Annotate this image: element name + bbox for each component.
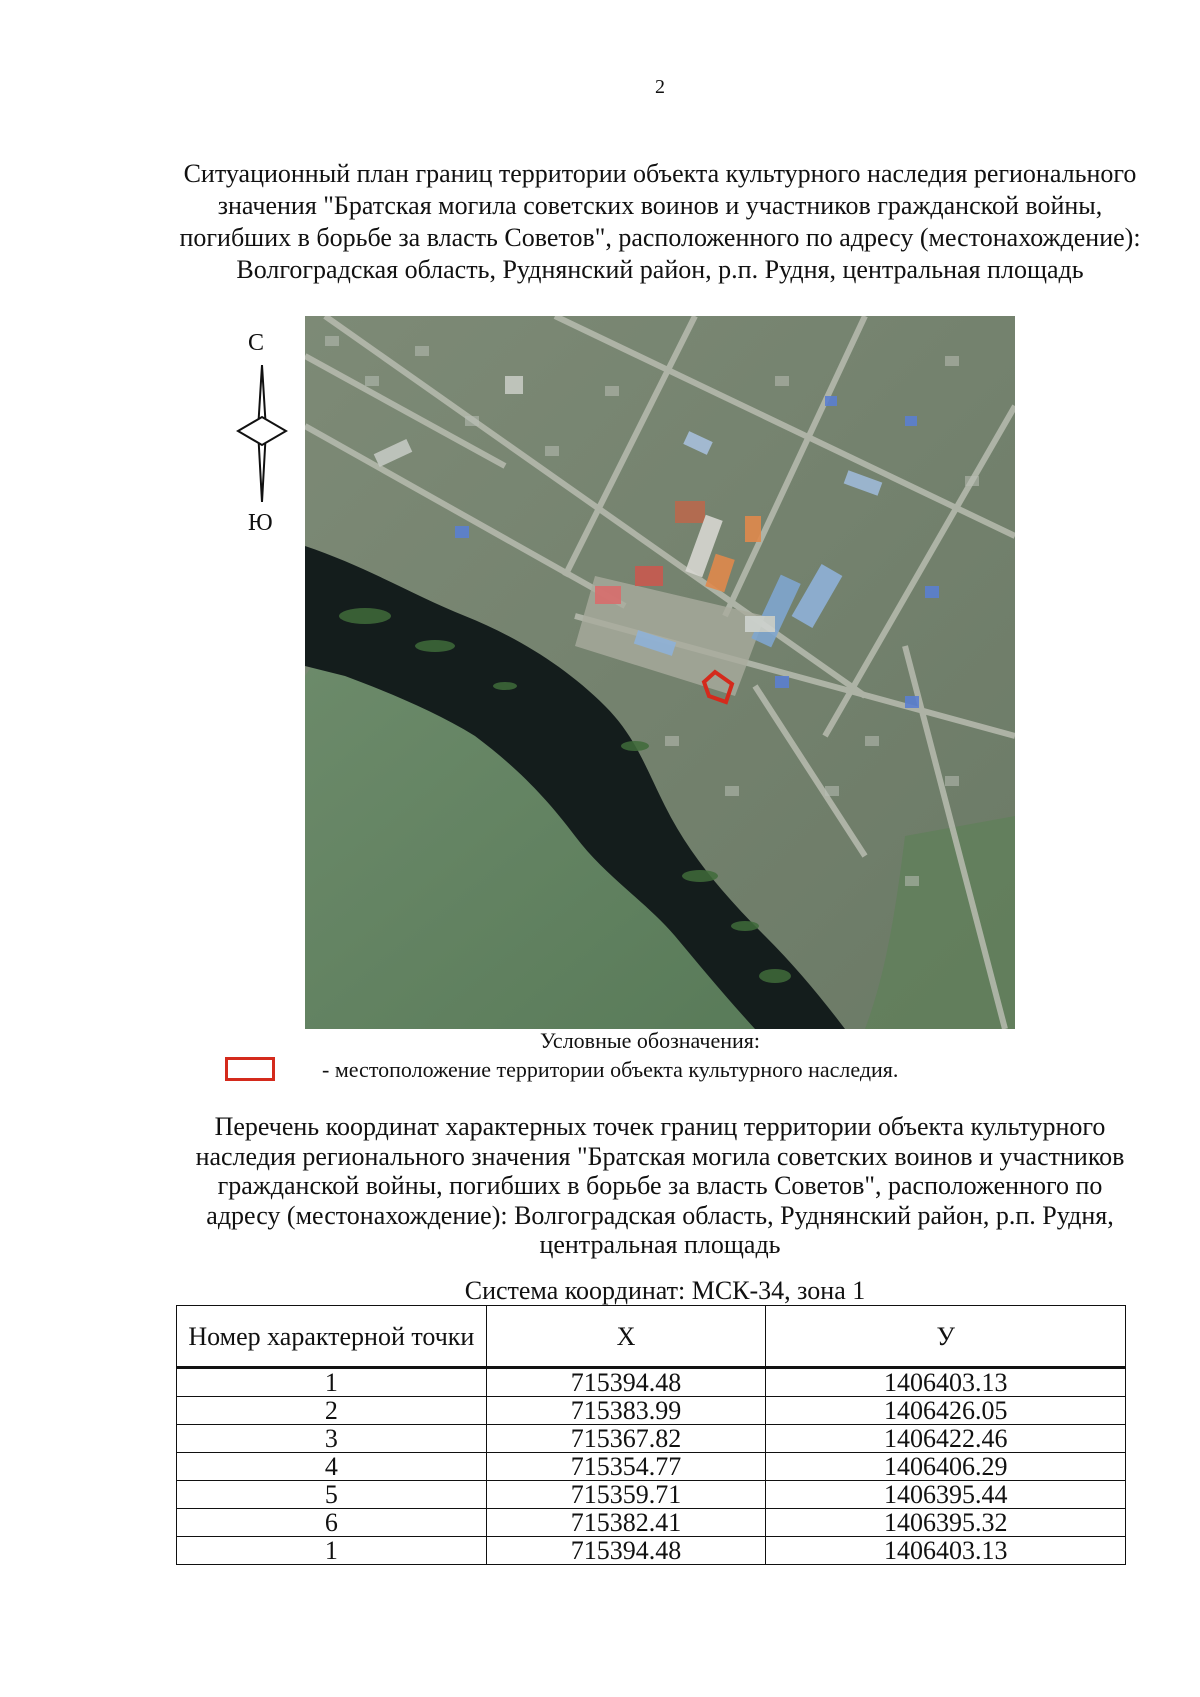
header-y: У	[766, 1306, 1126, 1368]
point-number-cell: 5	[177, 1481, 487, 1509]
x-cell: 715382.41	[486, 1509, 766, 1537]
compass-north-label: С	[248, 330, 265, 356]
x-cell: 715359.71	[486, 1481, 766, 1509]
table-row	[177, 1425, 1126, 1453]
plan-title: Ситуационный план границ территории объекта культурного наследия регионального значения "Братская могила советских воинов и участников гражданской войны, погибших в борьбе за власть Советов", расположенного по адресу (местонахождение): Волгоградская область, Руднянский район, р.п. Рудня, центральная площадь	[179, 159, 1141, 284]
header-x: X	[486, 1306, 766, 1368]
y-cell: 1406395.44	[766, 1481, 1126, 1509]
y-cell: 1406426.05	[766, 1397, 1126, 1425]
table-row	[177, 1481, 1126, 1509]
y-cell: 1406403.13	[766, 1368, 1126, 1397]
point-number-cell: 1	[177, 1537, 487, 1565]
table-row	[177, 1453, 1126, 1481]
x-cell: 715394.48	[486, 1368, 766, 1397]
point-number-cell: 3	[177, 1425, 487, 1453]
point-number-cell: 2	[177, 1397, 487, 1425]
coordinates-list-title: Перечень координат характерных точек границ территории объекта культурного наследия регионального значения "Братская могила советских воинов и участников гражданской войны, погибших в борьбе за власть Советов", расположенного по адресу (местонахождение): Волгоградская область, Руднянский район, р.п. Рудня, центральная площадь	[195, 1112, 1125, 1259]
legend-title: Условные обозначения:	[540, 1028, 761, 1053]
y-cell: 1406395.32	[766, 1509, 1126, 1537]
table-row	[177, 1368, 1126, 1397]
x-cell: 715383.99	[486, 1397, 766, 1425]
table-header-row	[177, 1306, 1126, 1368]
x-cell: 715354.77	[486, 1453, 766, 1481]
table-row	[177, 1397, 1126, 1425]
legend-boundary-swatch	[225, 1057, 275, 1081]
y-cell: 1406406.29	[766, 1453, 1126, 1481]
legend-item-text: - местоположение территории объекта культурного наследия.	[322, 1057, 899, 1082]
point-number-cell: 6	[177, 1509, 487, 1537]
north-arrow-icon	[222, 330, 302, 540]
table-row	[177, 1537, 1126, 1565]
x-cell: 715394.48	[486, 1537, 766, 1565]
header-point-number: Номер характерной точки	[177, 1306, 487, 1368]
y-cell: 1406403.13	[766, 1537, 1126, 1565]
coordinates-table	[176, 1305, 1126, 1565]
x-cell: 715367.82	[486, 1425, 766, 1453]
coordinate-system: Система координат: МСК-34, зона 1	[464, 1276, 866, 1305]
y-cell: 1406422.46	[766, 1425, 1126, 1453]
page-number: 2	[655, 76, 665, 98]
compass-south-label: Ю	[248, 510, 273, 536]
point-number-cell: 4	[177, 1453, 487, 1481]
satellite-map	[305, 316, 1015, 1029]
point-number-cell: 1	[177, 1368, 487, 1397]
table-row	[177, 1509, 1126, 1537]
